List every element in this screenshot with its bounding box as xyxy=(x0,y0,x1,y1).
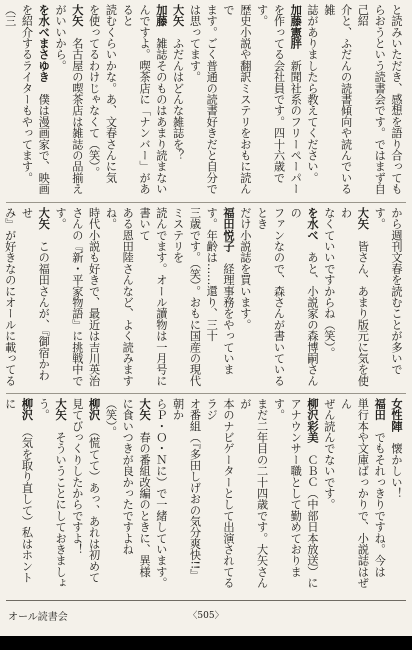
text-line xyxy=(18,207,52,387)
text-line xyxy=(202,398,236,590)
text-line xyxy=(320,4,354,196)
text-line xyxy=(186,4,203,196)
speaker-name: 加藤 xyxy=(154,4,168,27)
line-text: んですよ。喫茶店に「ナンバー」があると xyxy=(121,4,152,195)
line-text: 懐かしい！ xyxy=(390,442,403,499)
line-text: を使ってるわけじゃなくて（笑）。 xyxy=(87,4,101,178)
text-line xyxy=(102,207,136,387)
line-text: でもそれっきりですね。今は xyxy=(373,431,387,578)
line-text: と読みいただき、感想を語り合っても xyxy=(390,4,403,195)
speaker-name: 大矢 xyxy=(54,398,68,421)
line-text: 単行本や文庫ばっかりで、小説誌はぜん xyxy=(339,398,370,589)
text-line xyxy=(51,4,85,196)
speaker-name: 柳沢彩美 xyxy=(306,398,320,443)
text-line xyxy=(135,398,152,590)
text-line xyxy=(354,4,388,196)
line-text: 三歳です。（笑）。おもに国産の現代ミステリを xyxy=(171,207,202,387)
text-line xyxy=(152,4,169,196)
text-line xyxy=(320,207,337,387)
line-text: （慌てて）あっ、あれは初めて xyxy=(87,431,101,583)
line-text: に食いつきが良かったですよね（笑）。 xyxy=(104,398,135,555)
text-line xyxy=(68,398,85,590)
line-text: ＣＢＣ（中部日本放送）に xyxy=(306,454,320,589)
text-line xyxy=(303,4,320,196)
text-line xyxy=(1,4,35,196)
line-text: 時代小説も好きで、最近は吉川英治 xyxy=(87,207,101,387)
text-tier-middle xyxy=(3,207,404,387)
speaker-name: 大矢 xyxy=(171,4,185,27)
line-text: オ番組（『多田しげおの気分爽快!!』朝か xyxy=(171,398,202,581)
text-line xyxy=(85,4,102,196)
line-text: まだ二年目の二十四歳です。大矢さんが xyxy=(238,398,269,589)
text-line xyxy=(370,207,404,387)
text-line xyxy=(337,207,371,387)
text-line xyxy=(387,398,404,590)
line-text: ぜん読んでないです。 xyxy=(322,398,336,510)
text-tier-bottom xyxy=(3,398,404,590)
text-line xyxy=(169,398,203,590)
line-text: アナウンサー職として勤めております。 xyxy=(272,398,303,578)
text-tier-top xyxy=(3,4,404,196)
speaker-name: を水べ xyxy=(306,207,320,241)
text-line xyxy=(270,398,304,590)
line-text: み』が好きなのにオールに載ってる xyxy=(3,207,17,387)
text-line xyxy=(85,398,102,590)
line-text: 本のナビゲーターとして出演されてるラジ xyxy=(205,398,236,589)
line-text: らおうという読書会です。ではまず自己紹 xyxy=(356,4,387,195)
line-text: だけ小説誌を買います。 xyxy=(238,207,252,331)
text-line xyxy=(0,4,1,196)
line-text: 介と、ふだんの読書傾向や読んでいる雑 xyxy=(322,4,353,195)
text-line xyxy=(152,398,169,590)
text-line xyxy=(1,398,35,590)
line-text: 読むくらいかな。あ、文春さんに気 xyxy=(104,4,118,184)
line-text: 見てびっくりしたからですよ！ xyxy=(70,398,84,555)
line-text: あと、小説家の森博嗣さんの xyxy=(289,207,320,387)
speaker-name: 福田悦子 xyxy=(222,207,236,252)
text-line xyxy=(102,398,136,590)
line-text: ファンなので、森さんが書いているとき xyxy=(255,207,286,387)
text-line xyxy=(118,4,152,196)
line-text: （気を取り直して）私はホントに xyxy=(3,398,34,583)
text-line xyxy=(236,398,270,590)
text-line xyxy=(337,398,371,590)
speaker-name: 大矢 xyxy=(37,207,51,230)
line-text: なくていいですからね（笑）。 xyxy=(322,207,336,359)
line-text: そういうことにしておきましょう。 xyxy=(37,398,68,589)
text-line xyxy=(51,207,85,387)
line-text: 僕は漫画家で、映画 xyxy=(37,93,51,195)
speaker-name: 大矢 xyxy=(70,4,84,27)
line-text: を作ってる会社員です。四十六歳です。 xyxy=(255,4,286,184)
line-text: から週刊文春を読むことが多いです。 xyxy=(373,207,403,375)
text-line xyxy=(169,4,186,196)
line-text: 誌がありましたら教えてください。 xyxy=(306,4,320,184)
text-line xyxy=(387,4,404,196)
speaker-name: 柳沢 xyxy=(20,398,34,421)
text-line xyxy=(286,207,320,387)
text-line xyxy=(135,207,169,387)
footer-rule xyxy=(6,600,406,601)
text-line xyxy=(34,4,51,196)
line-text: 読んでます。オール讀物は一月号に書いて xyxy=(138,207,168,387)
text-line xyxy=(0,398,1,590)
text-line xyxy=(0,207,18,387)
line-text: さんの『新・平家物語』に挑戦中です。 xyxy=(54,207,84,387)
text-line xyxy=(202,207,236,387)
speaker-name: 柳沢 xyxy=(87,398,101,421)
tier-divider-1 xyxy=(6,202,406,203)
line-text: ある恩田陸さんなど、よく読みますね。 xyxy=(104,207,135,387)
text-line xyxy=(169,207,203,387)
text-line xyxy=(236,207,253,387)
line-text: らＰ・Ｏ・Ｎに）で一緒しています。 xyxy=(154,398,168,589)
line-text: ます。ごく普通の読書好きだと自分で xyxy=(205,4,219,195)
text-line xyxy=(102,4,119,196)
text-line xyxy=(219,4,253,196)
line-text: ふだんはどんな雑誌を？ xyxy=(171,37,185,161)
speaker-name: 大矢 xyxy=(356,207,370,230)
text-line xyxy=(202,4,219,196)
text-line xyxy=(85,207,102,387)
tier-divider-2 xyxy=(6,393,406,394)
speaker-name: 加藤憲胖 xyxy=(289,4,303,49)
line-text: 雑誌そのものはあまり読まない xyxy=(154,37,168,195)
line-text: 新聞社系のフリーペーパー xyxy=(289,60,303,195)
speaker-name: 大矢 xyxy=(138,398,152,421)
text-line xyxy=(253,207,287,387)
magazine-name: オール読書会 xyxy=(8,612,68,623)
text-line xyxy=(286,4,303,196)
page-number: 〈505〉 xyxy=(188,611,224,621)
line-text: は思ってます。 xyxy=(188,4,202,83)
text-line xyxy=(370,398,387,590)
line-text: 春の番組改編のときに、異様 xyxy=(138,431,152,578)
line-text: 皆さん、あまり版元に気を使わ xyxy=(339,207,370,387)
speaker-name: 福田 xyxy=(373,398,387,421)
speaker-name: を水べまさゆき xyxy=(37,4,51,83)
line-text: を紹介するライターもやってます。（三 xyxy=(3,4,34,184)
text-line xyxy=(320,398,337,590)
line-text: この福田さんが、『御宿かわせ xyxy=(20,207,51,381)
speaker-name: 女性陣 xyxy=(390,398,403,432)
text-line xyxy=(253,4,287,196)
line-text: 経理事務をやっています。年齢は……還り、三十 xyxy=(205,207,236,376)
line-text: 名古屋の喫茶店は雑誌の品揃えがいいから。 xyxy=(54,4,84,195)
line-text: 歴史小説や翻訳ミステリをおもに読んで xyxy=(222,4,252,195)
text-line xyxy=(303,398,320,590)
text-line xyxy=(34,398,68,590)
